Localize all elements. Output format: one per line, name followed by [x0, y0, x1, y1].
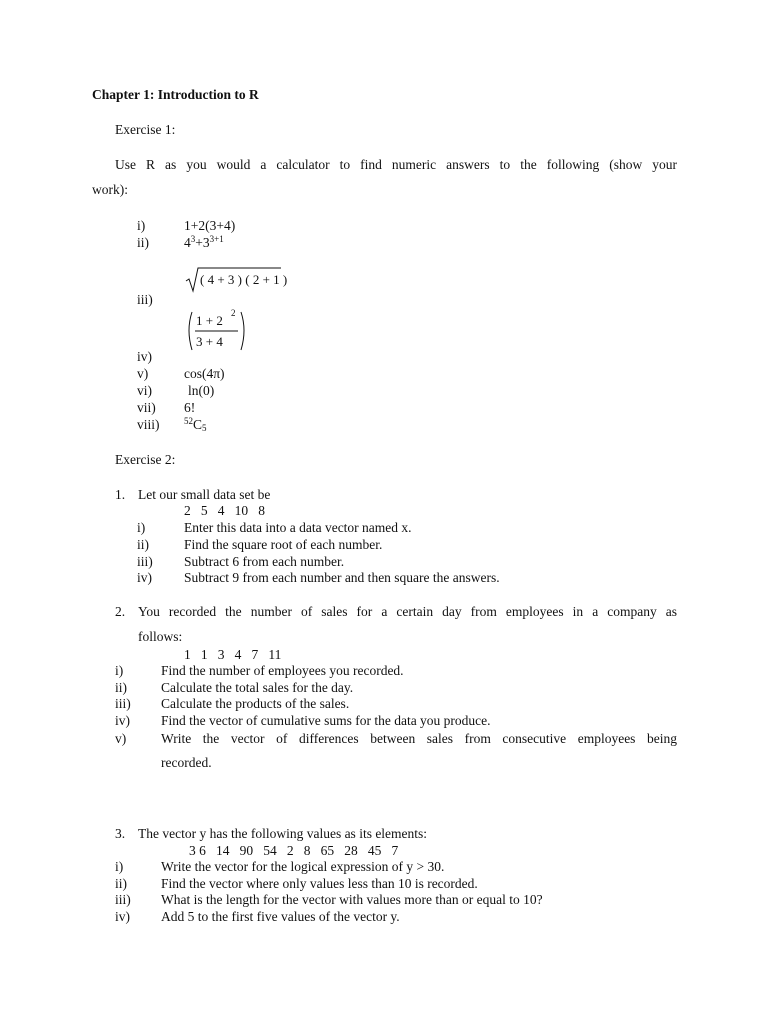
item-number: v) — [115, 731, 127, 746]
item-text: Find the square root of each number. — [184, 537, 383, 552]
item-number: iv) — [137, 570, 152, 585]
item-number: v) — [137, 366, 149, 381]
data-set: 2 5 4 10 8 — [184, 503, 265, 518]
item-text: Find the number of employees you recorded. — [161, 663, 404, 678]
radicand: ( 4 + 3 ) ( 2 + 1 ) — [200, 272, 288, 287]
math-expression: cos(4π) — [184, 366, 225, 381]
item-number: iii) — [115, 892, 131, 907]
question-number: 2. — [115, 604, 126, 619]
item-number: i) — [137, 520, 146, 535]
fraction-exponent: 2 — [231, 308, 236, 318]
math-expression: 6! — [184, 400, 196, 415]
item-number: ii) — [137, 235, 149, 250]
item-number: iv) — [115, 909, 130, 924]
math-expression: ln(0) — [188, 383, 215, 398]
combination-expression: $^{52}$C5 — [184, 416, 207, 433]
item-text: Find the vector where only values less than 10 is recorded. — [161, 876, 478, 891]
item-number: iii) — [137, 554, 153, 569]
item-number: iii) — [115, 696, 131, 711]
item-number: iv) — [115, 713, 130, 728]
math-expression: 1+2(3+4) — [184, 218, 236, 233]
squared-fraction-expression — [186, 310, 246, 356]
item-number: vi) — [137, 383, 152, 398]
exercise-1-intro-line-2: work): — [92, 182, 128, 197]
question-text: The vector y has the following values as its elements: — [138, 826, 428, 841]
item-text-line-2: recorded. — [161, 755, 212, 770]
exercise-1-intro-line-1: Use R as you would a calculator to find numeric answers to the following (show your — [115, 157, 677, 172]
item-text: Find the vector of cumulative sums for the data you produce. — [161, 713, 491, 728]
item-text: Calculate the products of the sales. — [161, 696, 350, 711]
item-number: iv) — [137, 349, 152, 364]
question-number: 1. — [115, 487, 126, 502]
item-number: iii) — [137, 292, 153, 307]
square-root-expression — [185, 266, 288, 298]
item-text: Subtract 9 from each number and then square the answers. — [184, 570, 500, 585]
question-number: 3. — [115, 826, 126, 841]
chapter-title: Chapter 1: Introduction to R — [92, 87, 259, 102]
data-set: 3 6 14 90 54 2 8 65 28 45 7 — [189, 843, 399, 858]
question-text: Let our small data set be — [138, 487, 271, 502]
math-expression-powers: $4^3+3^{3+1}$ — [184, 234, 224, 250]
item-text: Add 5 to the first five values of the vector y. — [161, 909, 400, 924]
item-text: Calculate the total sales for the day. — [161, 680, 354, 695]
item-number: ii) — [115, 876, 127, 891]
fraction-numerator: 1 + 2 — [196, 313, 223, 328]
item-text: Write the vector for the logical expression of y > 30. — [161, 859, 445, 874]
data-set: 1 1 3 4 7 11 — [184, 647, 282, 662]
item-number: i) — [115, 663, 124, 678]
item-number: ii) — [115, 680, 127, 695]
item-number: viii) — [137, 417, 160, 432]
exercise-2-heading: Exercise 2: — [115, 452, 176, 467]
item-text: Subtract 6 from each number. — [184, 554, 345, 569]
item-text: What is the length for the vector with values more than or equal to 10? — [161, 892, 543, 907]
question-text-line-1: You recorded the number of sales for a certain day from employees in a company as — [138, 604, 677, 619]
question-text-line-2: follows: — [138, 629, 183, 644]
item-number: ii) — [137, 537, 149, 552]
item-number: i) — [115, 859, 124, 874]
item-text: Enter this data into a data vector named x. — [184, 520, 412, 535]
fraction-denominator: 3 + 4 — [196, 334, 223, 349]
exercise-1-heading: Exercise 1: — [115, 122, 176, 137]
item-number: vii) — [137, 400, 156, 415]
item-number: i) — [137, 218, 146, 233]
item-text-line-1: Write the vector of differences between sales from consecutive employees being — [161, 731, 677, 746]
